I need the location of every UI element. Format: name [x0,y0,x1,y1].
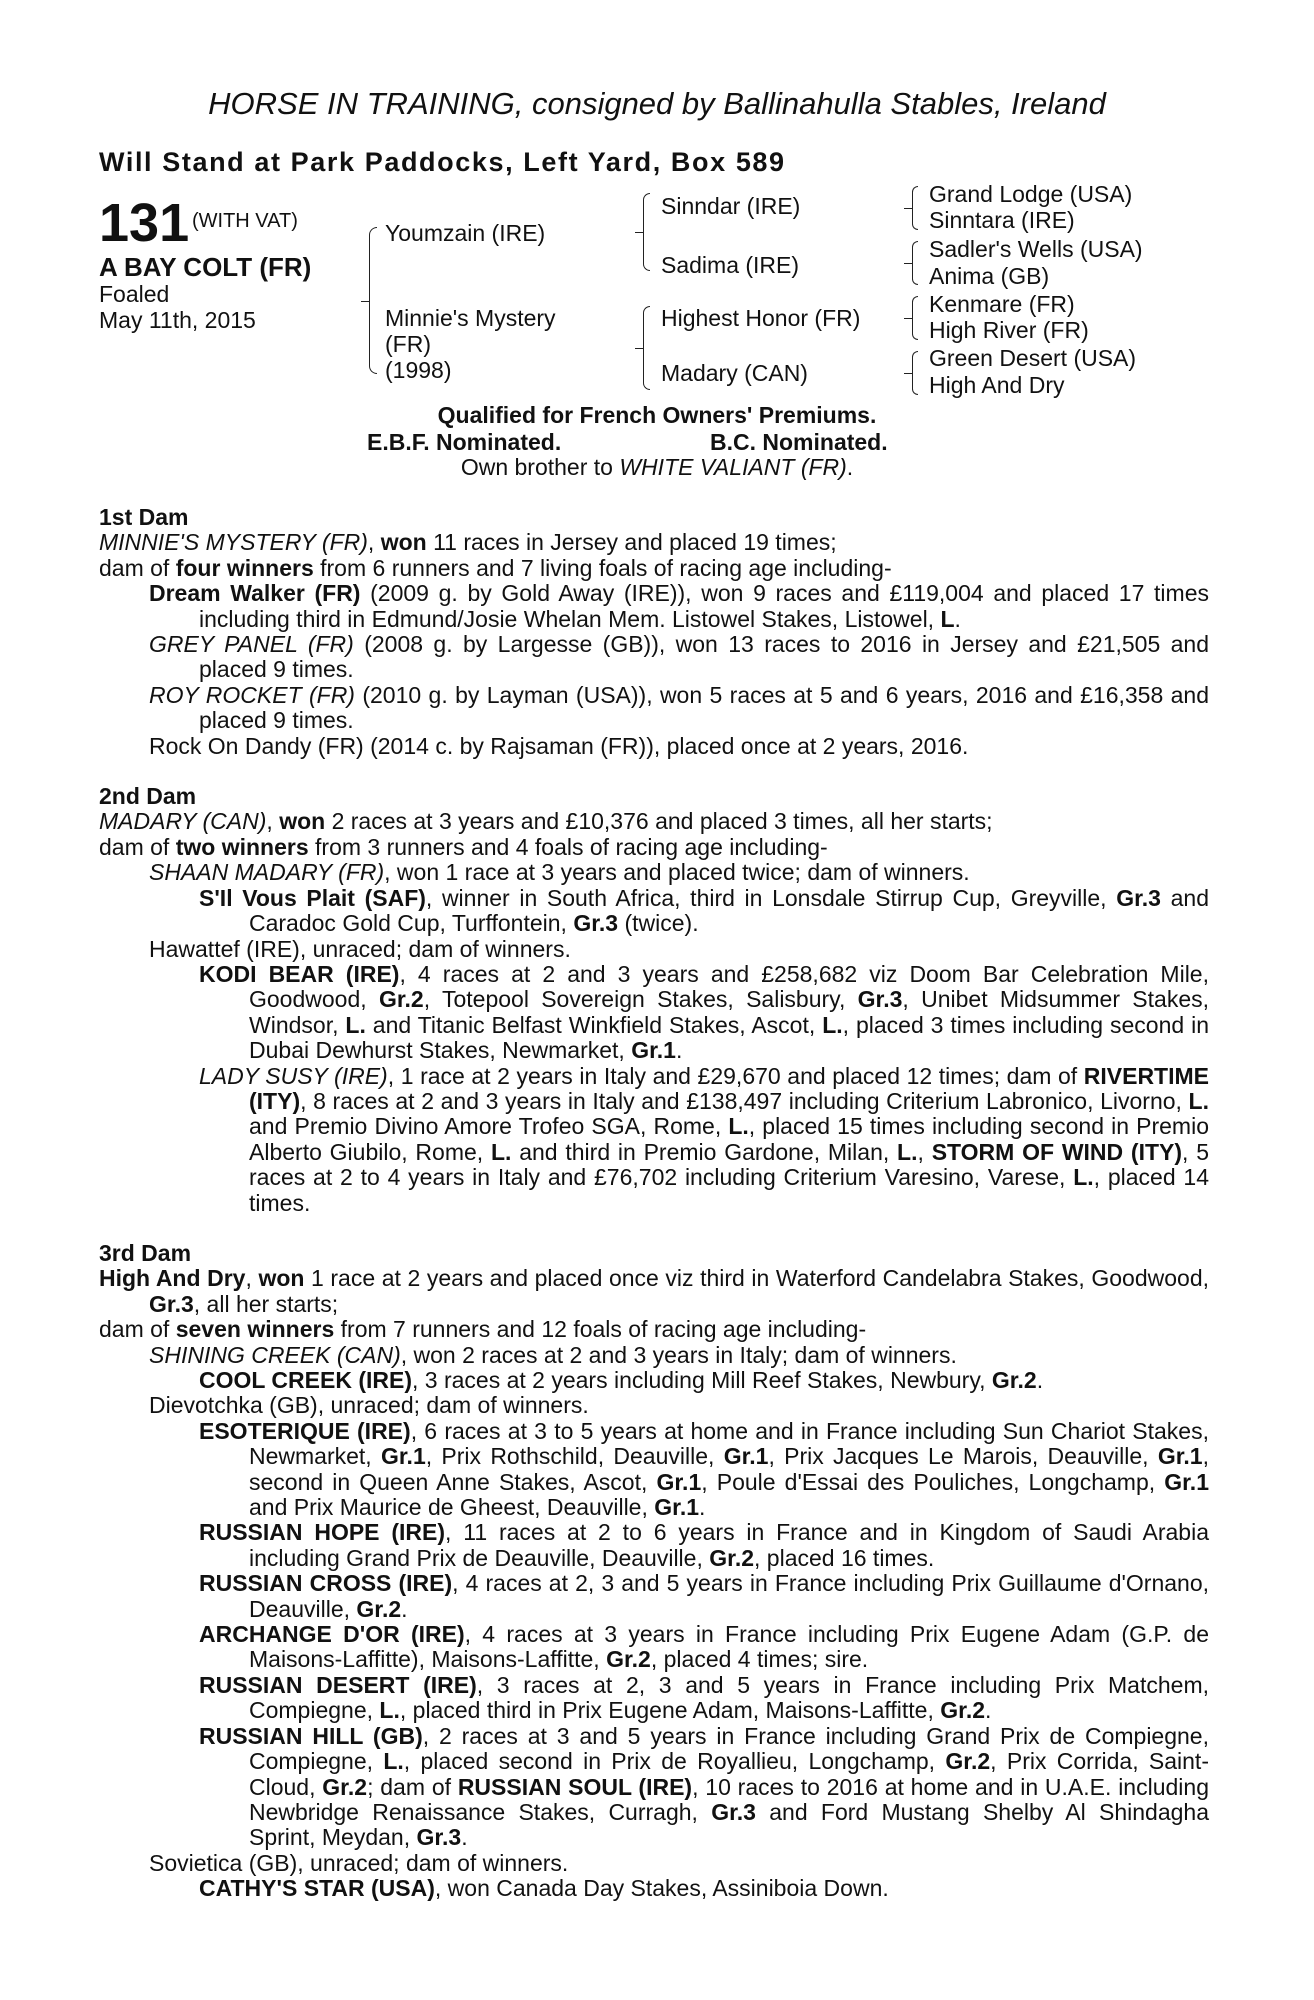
horse-name: RUSSIAN DESERT (IRE) [199,1671,477,1698]
winners-count: four winners [175,554,314,581]
second-dam-line [99,809,1209,834]
winners-count: two winners [175,833,309,860]
text-fragment: and Caradoc Gold Cup, Turffontein, [249,884,1209,937]
race-grade: L. [379,1697,400,1724]
text-fragment: . [675,1037,683,1064]
pedigree-sire-dam: Sadima (IRE) [661,252,800,278]
text-fragment: , placed 14 times. [249,1164,1210,1216]
text-fragment: , Totepool Sovereign Stakes, Salisbury, [423,986,858,1013]
text-fragment: , 2 races at 3 and 5 years in France including Grand Prix de Compiegne, Compiegne, [249,1722,1209,1775]
second-dam-produce-line [99,835,1209,860]
third-dam-name: High And Dry [99,1265,246,1292]
text-fragment: , won Canada Day Stakes, Assiniboia Down. [434,1875,889,1902]
horse-name: KODI BEAR (IRE) [199,960,400,987]
text-fragment: . [985,1697,992,1724]
race-grade: L [940,605,955,632]
race-grade: Gr.1 [1157,1443,1203,1470]
text-fragment: dam of [99,1316,176,1343]
bracket-g3-b [912,241,918,285]
text-fragment: (2009 g. by Gold Away (IRE)), won 9 races and £119,004 and placed 17 times including third in Edmund/Josie Whelan Mem. Listowel Stakes, Listowel, [199,580,1209,632]
text-fragment: , 3 races at 2, 3 and 5 years in France including Prix Matchem, Compiegne, [249,1671,1209,1724]
text-fragment: (twice). [618,910,699,937]
text-fragment: , placed 16 times. [754,1544,935,1571]
produce-entry [99,886,1209,937]
race-grade: Gr.1 [631,1037,676,1064]
horse-name: RUSSIAN HOPE (IRE) [199,1519,446,1546]
third-dam-line [99,1266,1209,1317]
produce-entry [99,581,1209,632]
text-fragment: 1 race at 2 years and placed once viz third in Waterford Candelabra Stakes, Goodwood, [304,1265,1209,1292]
second-dam-heading: 2nd Dam [99,783,197,810]
race-grade: Gr.2 [991,1367,1037,1393]
text-fragment: , 1 race at 2 years in Italy and £29,670 and placed 12 times; dam of [387,1062,1084,1089]
page-heading: HORSE IN TRAINING, consigned by Ballinahulla Stables, Ireland [208,86,1106,121]
text-fragment: and Titanic Belfast Winkfield Stakes, Ascot, [365,1011,823,1038]
text-fragment: . [699,1494,706,1521]
bracket-dam-side [643,306,650,390]
bracket-sire-side [643,193,650,271]
text-fragment: . [1036,1367,1044,1393]
text-fragment: , 5 races at 2 to 4 years in Italy and £76,702 including Criterium Varesino, Varese, [249,1138,1210,1191]
text-fragment: and Prix Maurice de Gheest, Deauville, [249,1494,655,1521]
section-gap [99,759,1209,784]
pedigree-sds: Sadler's Wells (USA) [929,236,1143,262]
second-dam-name: MADARY (CAN) [99,808,267,835]
produce-entry [99,1419,1209,1521]
horse-name: COOL CREEK (IRE) [199,1367,412,1393]
text-fragment: , 4 races at 2 and 3 years and £258,682 viz Doom Bar Celebration Mile, Goodwood, [249,960,1209,1013]
text-fragment: from 7 runners and 12 foals of racing age including- [334,1316,867,1343]
own-brother-prefix: Own brother to [460,454,620,480]
bracket-g3-d [912,351,918,395]
horse-name: SHINING CREEK (CAN) [149,1341,401,1368]
section-gap [99,1216,1209,1241]
race-grade: Gr.3 [573,910,619,937]
text-fragment: , 4 races at 2, 3 and 5 years in France including Prix Guillaume d'Ornano, Deauville, [249,1570,1209,1622]
horse-name: ARCHANGE D'OR (IRE) [199,1621,465,1648]
race-grade: Gr.2 [945,1748,991,1775]
horse-name: RUSSIAN SOUL (IRE) [457,1773,693,1800]
race-grade: Gr.1 [380,1443,426,1470]
text-fragment: (2008 g. by Largesse (GB)), won 13 races to 2016 in Jersey and £21,505 and placed 9 times. [199,631,1210,683]
text-fragment: , 8 races at 2 and 3 years in Italy and £138,497 including Criterium Labronico, Livorno, [300,1087,1189,1114]
text-fragment: . [954,605,961,632]
text-fragment: and Premio Divino Amore Trofeo SGA, Rome, [249,1113,729,1140]
text-fragment: dam of [99,554,176,581]
text-fragment: , all her starts; [193,1290,339,1317]
text-fragment: , Unibet Midsummer Stakes, Windsor, [249,986,1210,1038]
race-grade: L. [897,1138,918,1165]
text-fragment: , [266,808,280,835]
produce-entry [99,1520,1209,1571]
text-fragment: (2010 g. by Layman (USA)), won 5 races at 5 and 6 years, 2016 and £16,358 and placed 9 times. [199,681,1210,734]
horse-name: RUSSIAN CROSS (IRE) [199,1570,453,1597]
horse-description: A BAY COLT (FR) [99,252,312,282]
horse-name: RUSSIAN HILL (GB) [199,1722,423,1749]
produce-entry [99,962,1209,1064]
stand-location: Will Stand at Park Paddocks, Left Yard, Box 589 [99,147,786,177]
pedigree-dam-sire: Highest Honor (FR) [661,305,861,331]
vat-note: (WITH VAT) [192,210,298,232]
text-fragment: , second in Queen Anne Stakes, Ascot, [249,1443,1209,1495]
race-grade: L. [490,1138,512,1165]
first-dam-produce-line [99,556,1209,581]
text-fragment: , 6 races at 3 to 5 years at home and in France including Sun Chariot Stakes, Newmarket, [249,1417,1209,1470]
race-grade: Gr.1 [656,1468,702,1495]
race-grade: Gr.3 [149,1290,194,1317]
race-grade: Gr.1 [654,1494,700,1521]
first-dam-heading: 1st Dam [99,504,189,530]
race-grade: L. [1073,1164,1094,1191]
won-word: won [380,529,427,556]
race-grade: L. [383,1748,404,1775]
produce-entry [99,683,1209,734]
bracket-g3-c [912,296,918,340]
produce-entry [99,1343,1209,1368]
produce-entry [99,1064,1209,1216]
text-fragment: , won 2 races at 2 and 3 years in Italy; dam of winners. [400,1341,957,1368]
text-fragment: , 10 races to 2016 at home and in U.A.E. including Newbridge Renaissance Stakes, Curragh, [249,1773,1209,1825]
race-grade: Gr.1 [1164,1468,1209,1495]
horse-name: GREY PANEL (FR) [149,631,354,658]
race-grade: L. [728,1113,749,1140]
pedigree-sire-sire: Sinndar (IRE) [661,193,801,219]
race-grade: Gr.3 [711,1798,756,1825]
won-word: won [258,1265,305,1292]
pedigree-dsd: High River (FR) [929,317,1089,343]
bc-nominated: B.C. Nominated. [710,429,888,455]
produce-entry [99,1571,1209,1622]
horse-name: ESOTERIQUE (IRE) [199,1417,411,1444]
horse-name: Dream Walker (FR) [149,580,361,607]
text-fragment: 11 races in Jersey and placed 19 times; [426,529,837,556]
text-fragment: , 11 races at 2 to 6 years in France and in Kingdom of Saudi Arabia including Grand Prix de Deauville, Deauville, [249,1519,1209,1571]
text-fragment: , 3 races at 2 years including Mill Reef Stakes, Newbury, [411,1367,992,1393]
pedigree-dds: Green Desert (USA) [929,345,1137,371]
produce-entry [99,1622,1209,1673]
text-fragment: ; dam of [367,1773,458,1800]
text-fragment: from 3 runners and 4 foals of racing age including- [308,833,828,860]
pedigree-ddd: High And Dry [929,372,1065,398]
race-grade: Gr.2 [940,1697,986,1724]
text-fragment: , [367,529,381,556]
winners-count: seven winners [175,1316,335,1343]
text-fragment: , [245,1265,259,1292]
text-fragment: and third in Premio Gardone, Milan, [511,1138,898,1165]
horse-name: ROY ROCKET (FR) [149,681,355,708]
produce-entry: Dievotchka (GB), unraced; dam of winners. [149,1392,589,1419]
own-brother-name: WHITE VALIANT (FR) [619,454,847,480]
horse-name: RIVERTIME (ITY) [249,1062,1209,1114]
text-fragment: 2 races at 3 years and £10,376 and placed 3 times, all her starts; [325,808,993,835]
race-grade: L. [822,1011,843,1038]
text-fragment: from 6 runners and 7 living foals of racing age including- [313,554,892,581]
produce-record [99,505,1209,1902]
produce-entry [99,860,1209,885]
race-grade: Gr.2 [322,1773,368,1800]
horse-name: SHAAN MADARY (FR) [149,859,385,886]
bracket-gen1 [369,227,377,374]
own-brother-note [0,454,1314,481]
text-fragment: , placed 4 times; sire. [650,1646,869,1673]
text-fragment: , Prix Jacques Le Marois, Deauville, [768,1443,1158,1470]
pedigree-sire: Youmzain (IRE) [385,220,546,246]
horse-name: S'Il Vous Plait (SAF) [199,884,426,911]
text-fragment: , won 1 race at 3 years and placed twice; dam of winners. [384,859,970,886]
text-fragment: , Poule d'Essai des Pouliches, Longchamp, [701,1468,1165,1495]
race-grade: Gr.3 [416,1824,462,1851]
french-premiums: Qualified for French Owners' Premiums. [437,402,877,428]
first-dam-line [99,530,1209,555]
pedigree-sdd: Anima (GB) [929,263,1050,289]
text-fragment: , winner in South Africa, third in Lonsdale Stirrup Cup, Greyville, [425,884,1117,911]
third-dam-heading: 3rd Dam [99,1239,192,1266]
third-dam-produce-line [99,1317,1209,1342]
pedigree-sss: Grand Lodge (USA) [929,181,1133,207]
horse-name: STORM OF WIND (ITY) [931,1138,1183,1165]
text-fragment: . [461,1824,468,1851]
pedigree-dam-country: (FR) [385,331,431,357]
text-fragment: , placed second in Prix de Royallieu, Longchamp, [403,1748,946,1775]
produce-entry [99,1368,1209,1393]
text-fragment: and Ford Mustang Shelby Al Shindagha Sprint, Meydan, [249,1798,1209,1851]
race-grade: L. [345,1011,366,1038]
foaled-date: May 11th, 2015 [99,307,256,333]
race-grade: Gr.2 [606,1646,651,1673]
pedigree-dam-year: (1998) [385,357,452,383]
produce-entry [99,632,1209,683]
text-fragment: , placed third in Prix Eugene Adam, Maisons-Laffitte, [399,1697,941,1724]
race-grade: Gr.3 [1116,884,1161,911]
pedigree-dss: Kenmare (FR) [929,291,1075,317]
text-fragment: , placed 3 times including second in Dubai Dewhurst Stakes, Newmarket, [249,1011,1209,1064]
own-brother-suffix: . [846,454,854,480]
text-fragment: , [917,1138,932,1165]
race-grade: Gr.3 [857,986,903,1013]
race-grade: Gr.2 [378,986,424,1013]
pedigree-ssd: Sinntara (IRE) [929,207,1075,233]
text-fragment: , Prix Rothschild, Deauville, [425,1443,724,1470]
race-grade: Gr.2 [356,1595,402,1622]
text-fragment: , Prix Corrida, Saint-Cloud, [249,1748,1209,1800]
won-word: won [279,808,326,835]
bracket-g3-a [912,186,918,230]
produce-entry: Hawattef (IRE), unraced; dam of winners. [149,935,571,962]
horse-name: CATHY'S STAR (USA) [199,1875,435,1902]
produce-entry [99,1673,1209,1724]
first-dam-name: MINNIE'S MYSTERY (FR) [99,529,368,556]
text-fragment: dam of [99,833,176,860]
race-grade: Gr.2 [709,1544,755,1571]
produce-entry: Sovietica (GB), unraced; dam of winners. [149,1849,569,1876]
text-fragment: . [401,1595,408,1622]
race-grade: L. [1188,1087,1209,1114]
race-grade: Gr.1 [723,1443,769,1470]
pedigree-dam-name: Minnie's Mystery [385,305,556,331]
ebf-nominated: E.B.F. Nominated. [367,429,562,455]
text-fragment: , placed 15 times including second in Premio Alberto Giubilo, Rome, [249,1113,1209,1165]
pedigree-dam-dam: Madary (CAN) [661,360,808,386]
produce-entry [99,1724,1209,1851]
foaled-label: Foaled [99,281,170,307]
lot-number: 131 [99,193,190,253]
produce-entry: Rock On Dandy (FR) (2014 c. by Rajsaman (FR)), placed once at 2 years, 2016. [149,732,969,759]
horse-name: LADY SUSY (IRE) [199,1062,388,1089]
produce-entry [99,1876,1209,1901]
text-fragment: , 4 races at 3 years in France including Prix Eugene Adam (G.P. de Maisons-Laffitte), Maisons-Laffitte, [249,1621,1209,1673]
